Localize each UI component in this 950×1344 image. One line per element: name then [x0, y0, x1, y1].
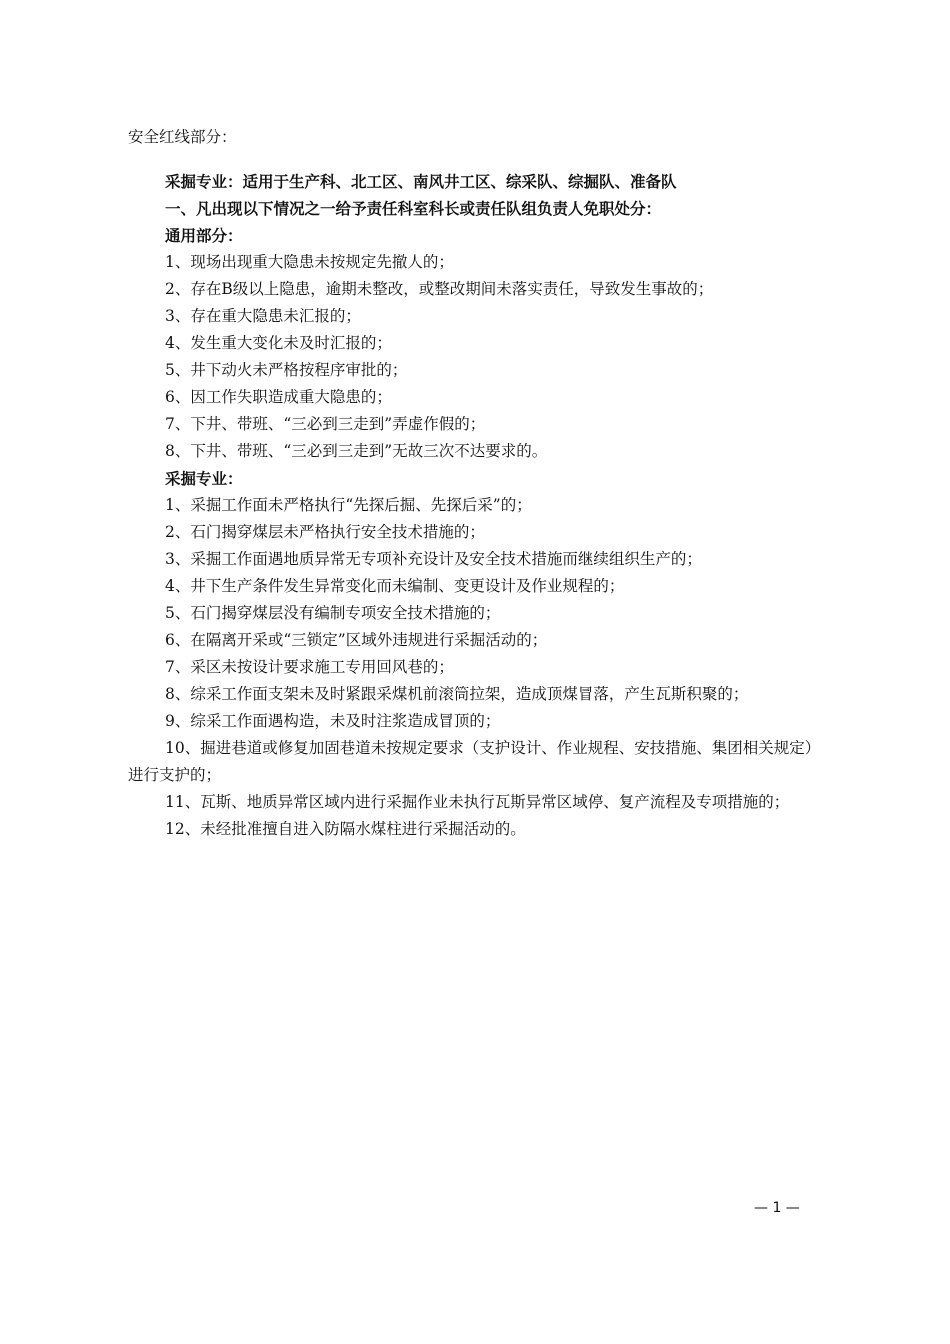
list-item: 3、存在重大隐患未汇报的；: [165, 307, 361, 325]
list-item: 7、采区未按设计要求施工专用回风巷的；: [165, 658, 454, 676]
list-item: 10、掘进巷道或修复加固巷道未按规定要求（支护设计、作业规程、安技措施、集团相关规定）进行支护的；: [128, 739, 821, 784]
list-item: 9、综采工作面遇构造，未及时注浆造成冒顶的；: [165, 712, 501, 730]
mining-subtitle: 采掘专业：: [165, 469, 243, 488]
list-item: 6、因工作失职造成重大隐患的；: [165, 388, 392, 406]
document-heading: 安全红线部分：: [128, 128, 237, 146]
list-item: 12、未经批准擅自进入防隔水煤柱进行采掘活动的。: [165, 820, 526, 838]
list-item: 6、在隔离开采或“三锁定”区域外违规进行采掘活动的；: [165, 631, 548, 649]
page-number: — 1 —: [754, 1200, 800, 1216]
list-item: 3、采掘工作面遇地质异常无专项补充设计及安全技术措施而继续组织生产的；: [165, 550, 702, 568]
list-item: 1、现场出现重大隐患未按规定先撤人的；: [165, 253, 454, 271]
list-item: 5、石门揭穿煤层没有编制专项安全技术措施的；: [165, 604, 501, 622]
list-item: 4、发生重大变化未及时汇报的；: [165, 334, 392, 352]
document-body: [128, 124, 834, 843]
list-item: 7、下井、带班、“三必到三走到”弄虚作假的；: [165, 415, 486, 433]
list-item: 1、采掘工作面未严格执行“先探后掘、先探后采”的；: [165, 496, 532, 514]
list-item: 2、石门揭穿煤层未严格执行安全技术措施的；: [165, 523, 485, 541]
list-item: 8、综采工作面支架未及时紧跟采煤机前滚筒拉架，造成顶煤冒落，产生瓦斯积聚的；: [165, 685, 749, 703]
list-item: 11、瓦斯、地质异常区域内进行采掘作业未执行瓦斯异常区域停、复产流程及专项措施的；: [165, 793, 790, 811]
list-item: 4、井下生产条件发生异常变化而未编制、变更设计及作业规程的；: [165, 577, 625, 595]
general-subtitle: 通用部分：: [165, 226, 243, 245]
list-item: 2、存在B级以上隐患，逾期未整改，或整改期间未落实责任，导致发生事故的；: [165, 280, 714, 298]
section-title: 一、凡出现以下情况之一给予责任科室科长或责任队组负责人免职处分：: [165, 199, 662, 218]
list-item: 8、下井、带班、“三必到三走到”无故三次不达要求的。: [165, 442, 548, 460]
scope-line: 采掘专业：适用于生产科、北工区、南风井工区、综采队、综掘队、准备队: [165, 172, 677, 191]
list-item: 5、井下动火未严格按程序审批的；: [165, 361, 408, 379]
